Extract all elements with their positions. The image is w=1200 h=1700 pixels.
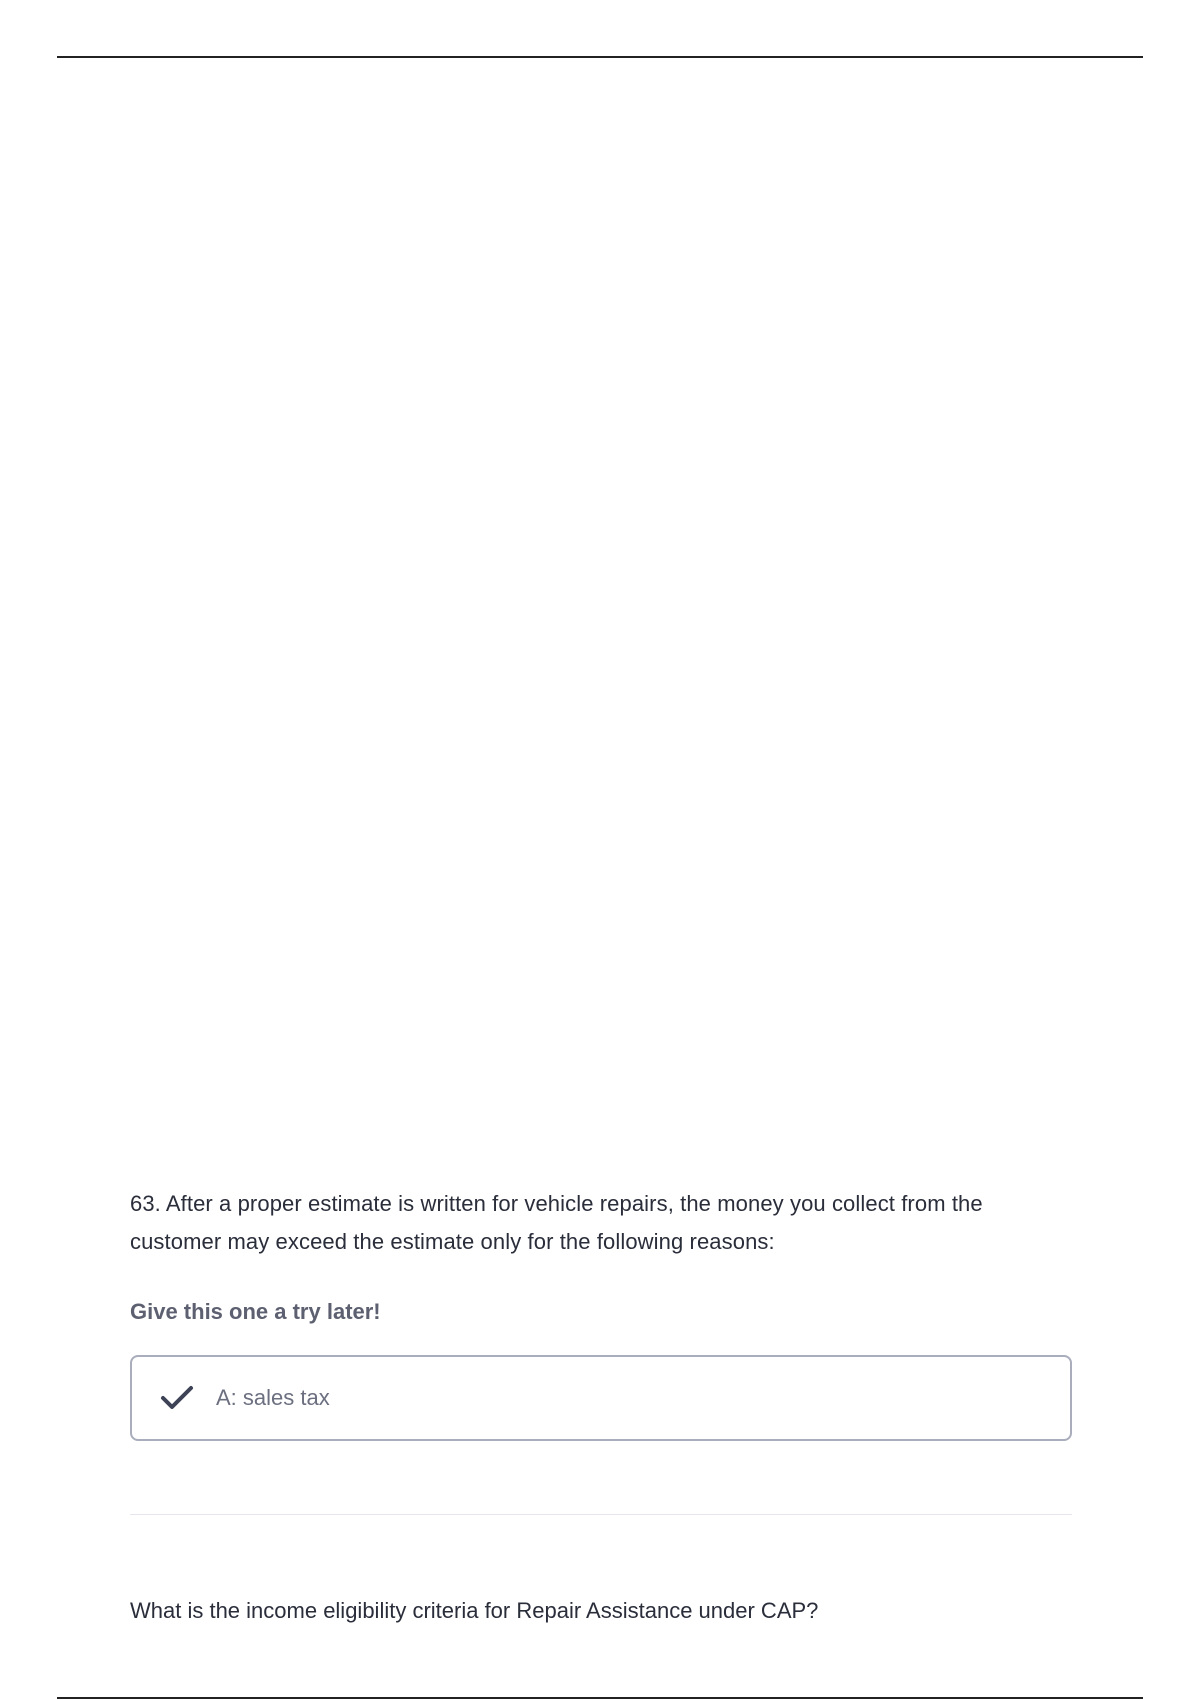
next-question-text: What is the income eligibility criteria for Repair Assistance under CAP?	[130, 1598, 819, 1623]
check-icon	[160, 1384, 194, 1412]
top-page-rule	[57, 56, 1143, 58]
bottom-page-rule	[57, 1697, 1143, 1699]
question-text: 63. After a proper estimate is written for vehicle repairs, the money you collect from the customer may exceed the estimate only for the following reasons:	[130, 1191, 983, 1254]
flashcard-content	[130, 1185, 1072, 1627]
answer-card[interactable]	[130, 1355, 1072, 1441]
hint-text: Give this one a try later!	[130, 1299, 381, 1324]
section-divider	[130, 1514, 1072, 1515]
answer-text: A: sales tax	[216, 1385, 330, 1410]
